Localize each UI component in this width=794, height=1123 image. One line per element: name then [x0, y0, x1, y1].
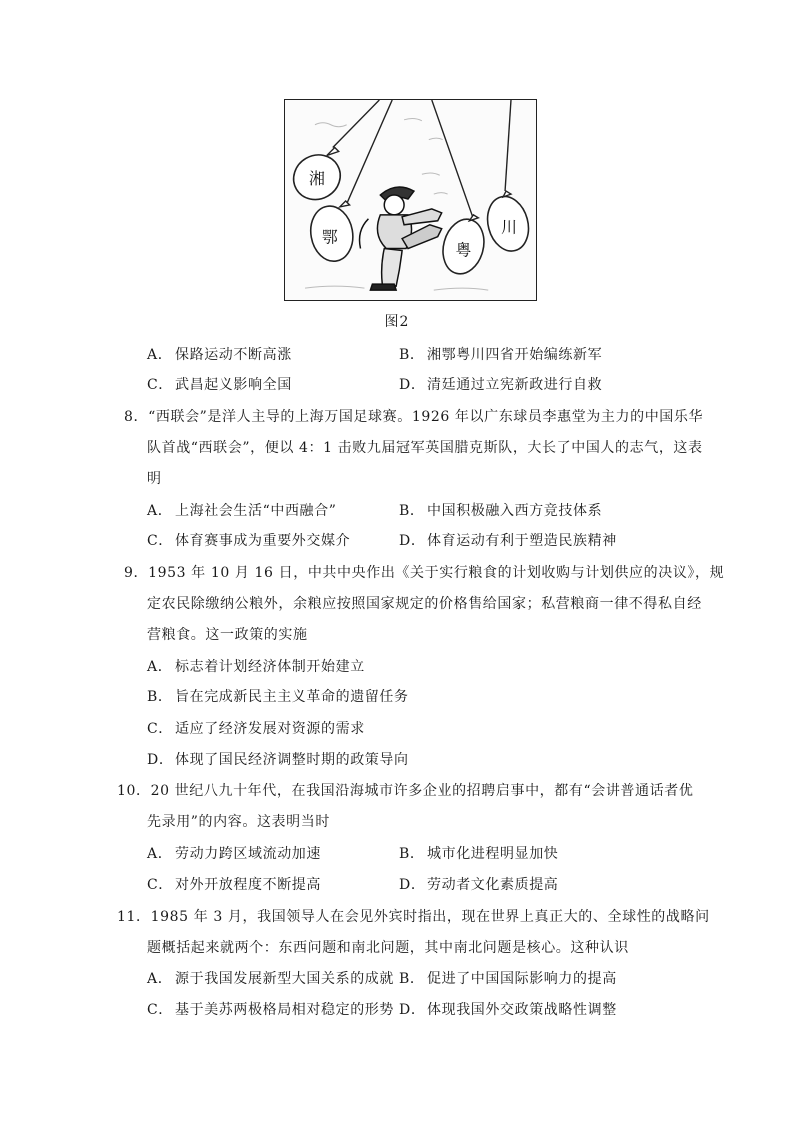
- bag-yue: [437, 215, 490, 279]
- option-text: 标志着计划经济体制开始建立: [175, 659, 365, 675]
- q7-option-a[interactable]: [147, 344, 292, 364]
- q10-option-d[interactable]: [399, 874, 558, 894]
- q9-stem-line-3: 营粮食。这一政策的实施: [147, 627, 308, 643]
- option-text: 体现我国外交政策战略性调整: [427, 1002, 617, 1018]
- option-letter: C．: [147, 1002, 173, 1018]
- bag-label-e: 鄂: [321, 227, 338, 247]
- q11-option-b[interactable]: [399, 968, 617, 988]
- q10-stem-line-2: 先录用”的内容。这表明当时: [147, 814, 330, 830]
- q7-option-c[interactable]: [147, 374, 292, 394]
- q8-stem-line-1: 8．“西联会”是洋人主导的上海万国足球赛。1926 年以广东球员李惠堂为主力的中国乐华: [124, 409, 704, 425]
- option-letter: A．: [147, 347, 173, 363]
- q11-option-a[interactable]: [147, 968, 394, 988]
- bag-label-xiang: 湘: [309, 169, 325, 189]
- q8-option-a[interactable]: [147, 500, 337, 520]
- option-text: 旨在完成新民主主义革命的遗留任务: [175, 689, 409, 705]
- q11-stem-line-2: 题概括起来就两个：东西问题和南北问题，其中南北问题是核心。这种认识: [147, 940, 629, 956]
- option-letter: C．: [147, 721, 173, 737]
- option-letter: A．: [147, 659, 173, 675]
- q8-stem-line-3: 明: [147, 471, 162, 487]
- q9-stem-line-2: 定农民除缴纳公粮外，余粮应按照国家规定的价格售给国家；私营粮商一律不得私自经: [147, 596, 702, 612]
- option-text: 城市化进程明显加快: [427, 846, 559, 862]
- cartoon-figure: [284, 99, 537, 301]
- option-letter: C．: [147, 533, 173, 549]
- option-letter: C．: [147, 377, 173, 393]
- figure-caption: 图2: [384, 314, 410, 330]
- q8-stem-line-2: 队首战“西联会”，便以 4：1 击败九届冠军英国腊克斯队，大长了中国人的志气，这表: [147, 440, 703, 456]
- q8-option-b[interactable]: [399, 500, 602, 520]
- option-letter: B．: [399, 846, 425, 862]
- option-letter: C．: [147, 877, 173, 893]
- option-text: 上海社会生活“中西融合”: [175, 503, 337, 519]
- option-letter: B．: [147, 689, 173, 705]
- q9-option-b[interactable]: [147, 686, 409, 706]
- q8-option-c[interactable]: [147, 530, 350, 550]
- option-text: 适应了经济发展对资源的需求: [175, 721, 365, 737]
- q8-option-d[interactable]: [399, 530, 617, 550]
- option-letter: D．: [147, 752, 174, 768]
- option-text: 劳动者文化素质提高: [427, 877, 559, 893]
- q11-option-d[interactable]: [399, 999, 617, 1019]
- option-letter: D．: [399, 533, 426, 549]
- q10-option-a[interactable]: [147, 843, 321, 863]
- bag-chuan: [482, 191, 535, 256]
- option-letter: D．: [399, 877, 426, 893]
- q7-option-d[interactable]: [399, 374, 602, 394]
- option-letter: D．: [399, 1002, 426, 1018]
- option-text: 促进了中国国际影响力的提高: [427, 971, 617, 987]
- q7-option-b[interactable]: [399, 344, 602, 364]
- option-text: 源于我国发展新型大国关系的成就: [175, 971, 394, 987]
- bag-xiang: [285, 146, 348, 207]
- option-text: 湘鄂粤川四省开始编练新军: [427, 347, 603, 363]
- option-text: 对外开放程度不断提高: [175, 877, 321, 893]
- q10-option-c[interactable]: [147, 874, 321, 894]
- q9-stem-line-1: 9．1953 年 10 月 16 日，中共中央作出《关于实行粮食的计划收购与计划供应的决议》，规: [124, 565, 725, 581]
- bag-e: [306, 201, 357, 265]
- option-letter: A．: [147, 971, 173, 987]
- option-text: 中国积极融入西方竞技体系: [427, 503, 603, 519]
- cartoon-illustration: [285, 100, 536, 300]
- q10-stem-line-1: 10．20 世纪八九十年代，在我国沿海城市许多企业的招聘启事中，都有“会讲普通话者优: [117, 783, 694, 799]
- bag-label-yue: 粤: [455, 240, 472, 260]
- option-text: 体育赛事成为重要外交媒介: [175, 533, 351, 549]
- option-text: 清廷通过立宪新政进行自救: [427, 377, 603, 393]
- bag-label-chuan: 川: [501, 217, 517, 237]
- option-letter: A．: [147, 846, 173, 862]
- option-letter: B．: [399, 971, 425, 987]
- option-letter: B．: [399, 503, 425, 519]
- option-text: 体育运动有利于塑造民族精神: [427, 533, 617, 549]
- q9-option-c[interactable]: [147, 718, 365, 738]
- q11-stem-line-1: 11．1985 年 3 月，我国领导人在会见外宾时指出，现在世界上真正大的、全球性的战略问: [117, 909, 710, 925]
- q9-option-a[interactable]: [147, 656, 365, 676]
- option-text: 体现了国民经济调整时期的政策导向: [175, 752, 409, 768]
- q10-option-b[interactable]: [399, 843, 558, 863]
- option-letter: B．: [399, 347, 425, 363]
- option-text: 劳动力跨区域流动加速: [175, 846, 321, 862]
- option-text: 保路运动不断高涨: [175, 347, 292, 363]
- option-text: 武昌起义影响全国: [175, 377, 292, 393]
- qing-official-figure: [360, 187, 442, 290]
- option-letter: A．: [147, 503, 173, 519]
- option-text: 基于美苏两极格局相对稳定的形势: [175, 1002, 394, 1018]
- q9-option-d[interactable]: [147, 749, 409, 769]
- option-letter: D．: [399, 377, 426, 393]
- q11-option-c[interactable]: [147, 999, 394, 1019]
